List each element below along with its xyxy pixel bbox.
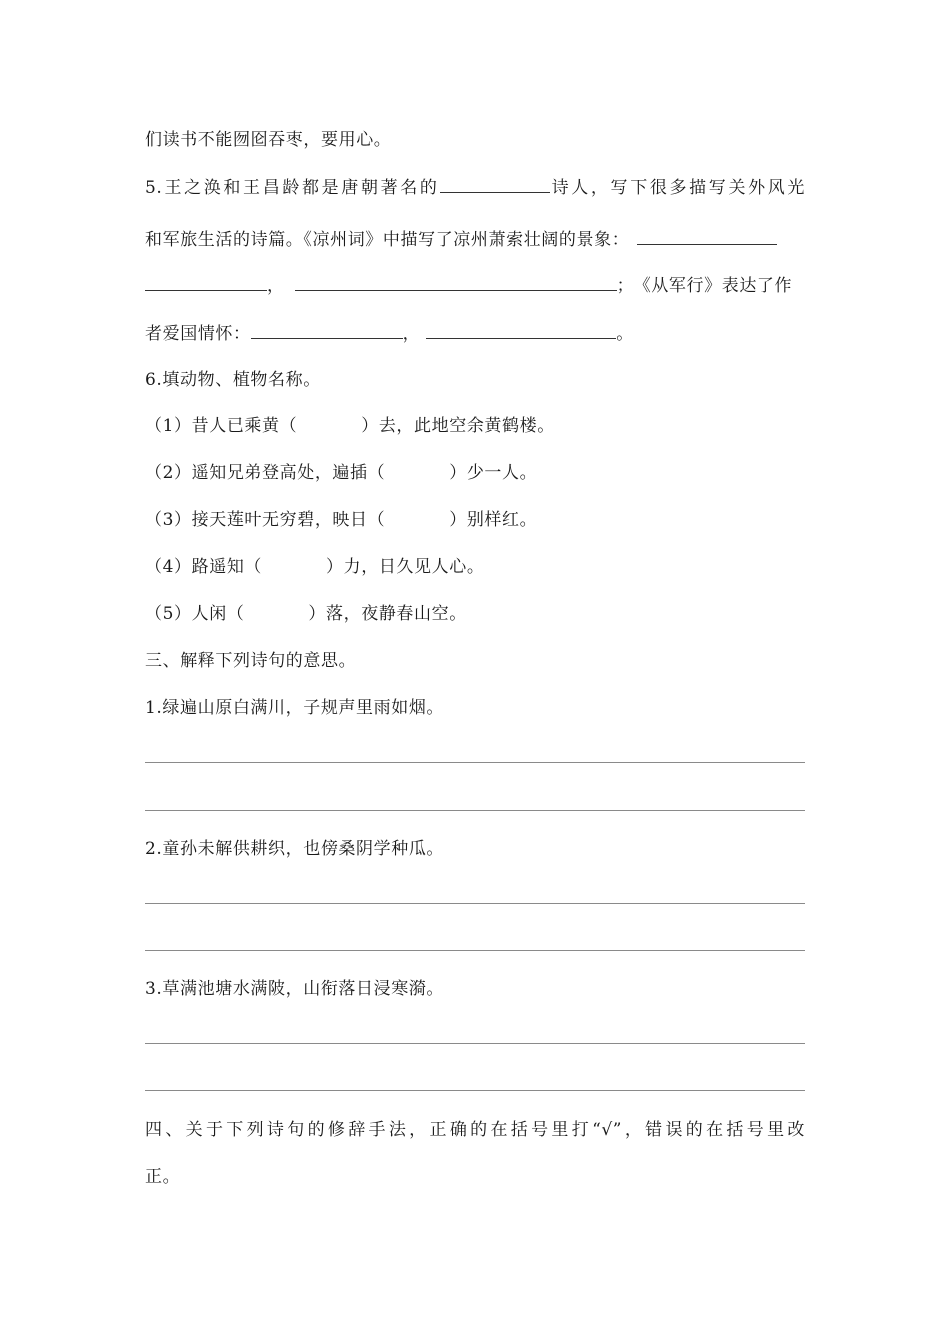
s3-item-2: 2.童孙未解供耕织，也傍桑阴学种瓜。 (145, 839, 445, 859)
q5-blank-poet-type[interactable] (440, 174, 550, 193)
s3-item-1-answer-line-2[interactable] (145, 810, 805, 811)
q6-item-1-pre: （1）昔人已乘黄（ (145, 416, 298, 436)
section3-title: 三、解释下列诗句的意思。 (145, 651, 357, 671)
q5-line2 (145, 226, 805, 252)
q6-item-4-post: ）力，日久见人心。 (326, 557, 485, 577)
q6-item-2 (145, 461, 805, 485)
q5-text-d: 《从军行》表达了作 (642, 276, 793, 296)
section4-title-line1: 四、关于下列诗句的修辞手法，正确的在括号里打“√”，错误的在括号里改 (145, 1120, 805, 1140)
q6-item-5-post: ）落，夜静春山空。 (308, 604, 467, 624)
q6-title: 6.填动物、植物名称。 (145, 370, 321, 390)
q5-blank-patriotism-1[interactable] (251, 320, 403, 339)
q5-blank-scene-1b[interactable] (145, 272, 267, 291)
s3-item-3-answer-line-2[interactable] (145, 1090, 805, 1091)
q6-item-2-pre: （2）遥知兄弟登高处，遍插（ (145, 463, 386, 483)
s3-item-1: 1.绿遍山原白满川，子规声里雨如烟。 (145, 698, 445, 718)
q5-text-a: 5.王之涣和王昌龄都是唐朝著名的 (145, 178, 440, 198)
q6-item-4-pre: （4）路遥知（ (145, 557, 263, 577)
q5-blank-scene-2[interactable] (295, 272, 617, 291)
q5-line3 (145, 272, 805, 298)
q6-item-2-post: ）少一人。 (449, 463, 538, 483)
q5-line1 (145, 174, 805, 200)
q5-end: 。 (616, 324, 634, 344)
q6-item-5 (145, 602, 805, 626)
s3-item-3: 3.草满池塘水满陂，山衔落日浸寒漪。 (145, 979, 445, 999)
q6-item-1 (145, 414, 805, 438)
q6-item-3-pre: （3）接天莲叶无穷碧，映日（ (145, 510, 386, 530)
q5-line4 (145, 320, 805, 346)
q5-sep3: ， (402, 324, 421, 344)
section4-title-line2: 正。 (145, 1167, 181, 1187)
q6-item-1-post: ）去，此地空余黄鹤楼。 (361, 416, 555, 436)
q5-sep2: ； (616, 276, 635, 296)
q5-blank-patriotism-2[interactable] (426, 320, 616, 339)
s3-item-1-answer-line-1[interactable] (145, 762, 805, 763)
q5-blank-scene-1a[interactable] (637, 226, 777, 245)
q5-text-e: 者爱国情怀： (145, 324, 251, 344)
q6-item-3 (145, 508, 805, 532)
q6-item-3-post: ）别样红。 (449, 510, 538, 530)
q5-text-b: 诗人，写下很多描写关外风光 (549, 178, 805, 198)
q5-sep1: ， (267, 276, 285, 296)
q6-item-5-pre: （5）人闲（ (145, 604, 245, 624)
s3-item-2-answer-line-1[interactable] (145, 903, 805, 904)
q5-text-c: 和军旅生活的诗篇。《凉州词》中描写了凉州萧索壮阔的景象： (145, 230, 630, 250)
q6-item-4 (145, 555, 805, 579)
s3-item-2-answer-line-2[interactable] (145, 950, 805, 951)
s3-item-3-answer-line-1[interactable] (145, 1043, 805, 1044)
q4-continuation: 们读书不能囫囵吞枣，要用心。 (145, 130, 392, 150)
